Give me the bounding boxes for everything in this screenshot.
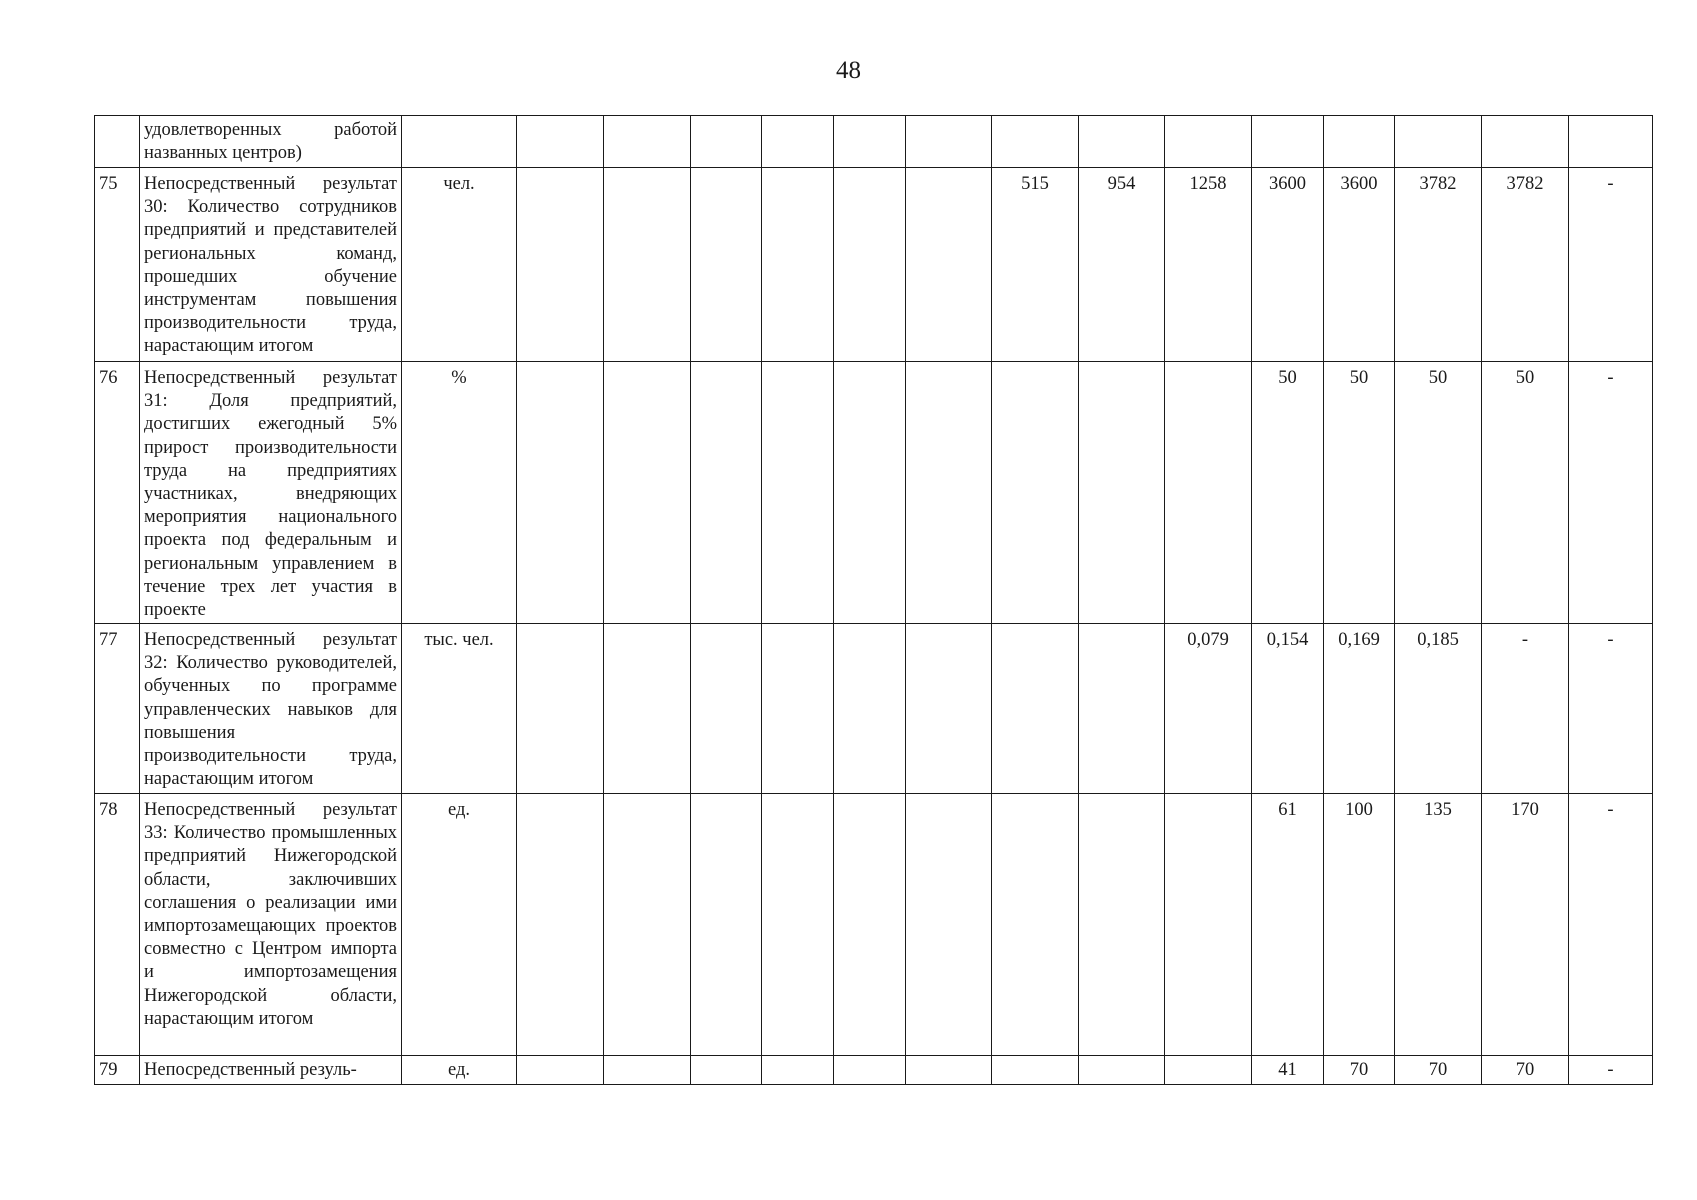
value-cell — [906, 362, 992, 624]
indicator-description: Непосредственный резуль- — [140, 1056, 402, 1085]
table-row — [95, 794, 1653, 1056]
indicator-description: удовлетворенных работой названных центров) — [140, 116, 402, 168]
table-row — [95, 116, 1653, 168]
table-row — [95, 1056, 1653, 1085]
value-cell — [992, 624, 1079, 794]
value-cell: - — [1482, 624, 1569, 794]
value-cell — [906, 116, 992, 168]
value-cell — [1165, 1056, 1252, 1085]
value-cell: 0,185 — [1395, 624, 1482, 794]
value-cell — [1079, 116, 1165, 168]
value-cell — [691, 168, 762, 362]
value-cell — [1165, 794, 1252, 1056]
value-cell: 1258 — [1165, 168, 1252, 362]
value-cell — [834, 116, 906, 168]
value-cell — [1482, 116, 1569, 168]
value-cell — [992, 794, 1079, 1056]
value-cell — [762, 168, 834, 362]
value-cell — [604, 168, 691, 362]
value-cell — [906, 624, 992, 794]
value-cell — [517, 794, 604, 1056]
unit-cell: ед. — [402, 794, 517, 1056]
unit-cell: тыс. чел. — [402, 624, 517, 794]
value-cell — [691, 794, 762, 1056]
unit-cell: ед. — [402, 1056, 517, 1085]
value-cell — [1165, 116, 1252, 168]
value-cell — [604, 624, 691, 794]
value-cell — [762, 794, 834, 1056]
value-cell: 3600 — [1252, 168, 1324, 362]
unit-cell: % — [402, 362, 517, 624]
value-cell: 50 — [1324, 362, 1395, 624]
value-cell: 50 — [1482, 362, 1569, 624]
value-cell — [604, 1056, 691, 1085]
value-cell — [1079, 794, 1165, 1056]
value-cell — [834, 1056, 906, 1085]
indicator-description: Непосредственный результат 31: Доля предприятий, достигших ежегодный 5% прирост производительности труда на предприятиях участниках, внедряющих мероприятия национального проекта под федеральным и региональным управлением в течение трех лет участия в проекте — [140, 362, 402, 624]
value-cell: 61 — [1252, 794, 1324, 1056]
value-cell: 41 — [1252, 1056, 1324, 1085]
value-cell — [992, 116, 1079, 168]
value-cell — [517, 168, 604, 362]
row-number — [95, 116, 140, 168]
table-row — [95, 362, 1653, 624]
value-cell — [762, 624, 834, 794]
value-cell: 0,154 — [1252, 624, 1324, 794]
value-cell — [1252, 116, 1324, 168]
value-cell — [517, 362, 604, 624]
value-cell — [834, 362, 906, 624]
value-cell — [1324, 116, 1395, 168]
value-cell — [1165, 362, 1252, 624]
value-cell: 954 — [1079, 168, 1165, 362]
value-cell — [834, 794, 906, 1056]
value-cell — [1079, 1056, 1165, 1085]
row-number: 78 — [95, 794, 140, 1056]
value-cell — [691, 624, 762, 794]
value-cell — [1569, 116, 1653, 168]
value-cell: 3600 — [1324, 168, 1395, 362]
value-cell: 70 — [1482, 1056, 1569, 1085]
value-cell — [691, 116, 762, 168]
value-cell — [906, 794, 992, 1056]
value-cell: 515 — [992, 168, 1079, 362]
value-cell — [906, 168, 992, 362]
value-cell: 0,079 — [1165, 624, 1252, 794]
unit-cell — [402, 116, 517, 168]
value-cell — [517, 116, 604, 168]
value-cell: 50 — [1395, 362, 1482, 624]
value-cell: 70 — [1324, 1056, 1395, 1085]
value-cell: - — [1569, 168, 1653, 362]
value-cell: - — [1569, 1056, 1653, 1085]
value-cell: 50 — [1252, 362, 1324, 624]
value-cell — [906, 1056, 992, 1085]
value-cell: - — [1569, 794, 1653, 1056]
value-cell: 100 — [1324, 794, 1395, 1056]
value-cell — [762, 362, 834, 624]
table-row — [95, 624, 1653, 794]
value-cell — [762, 116, 834, 168]
value-cell: 70 — [1395, 1056, 1482, 1085]
value-cell — [992, 362, 1079, 624]
row-number: 77 — [95, 624, 140, 794]
value-cell: - — [1569, 624, 1653, 794]
value-cell — [517, 624, 604, 794]
value-cell: 0,169 — [1324, 624, 1395, 794]
table-row — [95, 168, 1653, 362]
value-cell — [1395, 116, 1482, 168]
row-number: 75 — [95, 168, 140, 362]
indicators-table — [94, 115, 1653, 1085]
value-cell — [1079, 362, 1165, 624]
value-cell: 3782 — [1395, 168, 1482, 362]
value-cell: - — [1569, 362, 1653, 624]
row-number: 79 — [95, 1056, 140, 1085]
value-cell — [834, 624, 906, 794]
value-cell — [834, 168, 906, 362]
value-cell — [992, 1056, 1079, 1085]
value-cell — [762, 1056, 834, 1085]
page-number: 48 — [836, 57, 861, 84]
indicator-description: Непосредственный результат 32: Количество руководителей, обученных по программе управленческих навыков для повышения производительности труда, нарастающим итогом — [140, 624, 402, 794]
value-cell: 3782 — [1482, 168, 1569, 362]
value-cell — [604, 794, 691, 1056]
value-cell: 170 — [1482, 794, 1569, 1056]
value-cell — [1079, 624, 1165, 794]
value-cell — [604, 116, 691, 168]
value-cell: 135 — [1395, 794, 1482, 1056]
value-cell — [604, 362, 691, 624]
unit-cell: чел. — [402, 168, 517, 362]
value-cell — [691, 362, 762, 624]
value-cell — [691, 1056, 762, 1085]
value-cell — [517, 1056, 604, 1085]
indicator-description: Непосредственный результат 33: Количество промышленных предприятий Нижегородской области, заключивших соглашения о реализации ими импортозамещающих проектов совместно с Центром импорта и импортозамещения Нижегородской области, нарастающим итогом — [140, 794, 402, 1056]
row-number: 76 — [95, 362, 140, 624]
indicator-description: Непосредственный результат 30: Количество сотрудников предприятий и представителей региональных команд, прошедших обучение инструментам повышения производительности труда, нарастающим итогом — [140, 168, 402, 362]
